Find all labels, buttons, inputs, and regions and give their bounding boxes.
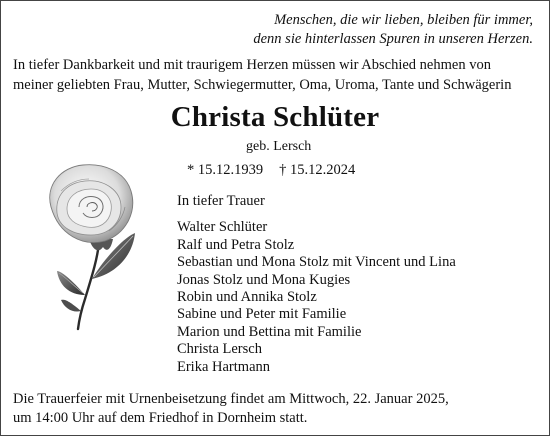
list-item: Walter Schlüter: [177, 219, 268, 236]
funeral-line-1: Die Trauerfeier mit Urnenbeisetzung findet am Mittwoch, 22. Januar 2025,: [13, 391, 449, 407]
list-item: Christa Lersch: [177, 341, 262, 358]
memorial-quote: [253, 11, 533, 49]
quote-line-2: denn sie hinterlassen Spuren in unseren Herzen.: [253, 31, 533, 47]
intro-text: [13, 56, 539, 95]
maiden-name: geb. Lersch: [246, 139, 312, 154]
funeral-line-2: um 14:00 Uhr auf dem Friedhof in Dornheim statt.: [13, 410, 308, 426]
deceased-name: Christa Schlüter: [170, 101, 380, 133]
list-item: Jonas Stolz und Mona Kugies: [177, 271, 351, 288]
list-item: Robin und Annika Stolz: [177, 289, 317, 306]
mourners-block: [177, 193, 456, 376]
birth-date: * 15.12.1939: [187, 162, 264, 178]
intro-line-1: In tiefer Dankbarkeit und mit traurigem Herzen müssen wir Abschied nehmen von: [13, 57, 491, 73]
list-item: Sebastian und Mona Stolz mit Vincent und Lina: [177, 254, 456, 271]
funeral-details: [13, 390, 449, 428]
quote-line-1: Menschen, die wir lieben, bleiben für immer,: [274, 12, 533, 28]
death-date: † 15.12.2024: [279, 162, 356, 178]
list-item: Ralf und Petra Stolz: [177, 236, 295, 253]
list-item: Sabine und Peter mit Familie: [177, 306, 347, 323]
mourners-heading: In tiefer Trauer: [177, 193, 265, 209]
rose-icon: [39, 161, 151, 331]
life-dates: [187, 161, 355, 180]
list-item: Erika Hartmann: [177, 358, 271, 375]
list-item: Marion und Bettina mit Familie: [177, 323, 362, 340]
mourners-list: [177, 219, 456, 376]
intro-line-2: meiner geliebten Frau, Mutter, Schwiegermutter, Oma, Uroma, Tante und Schwägerin: [13, 76, 512, 93]
